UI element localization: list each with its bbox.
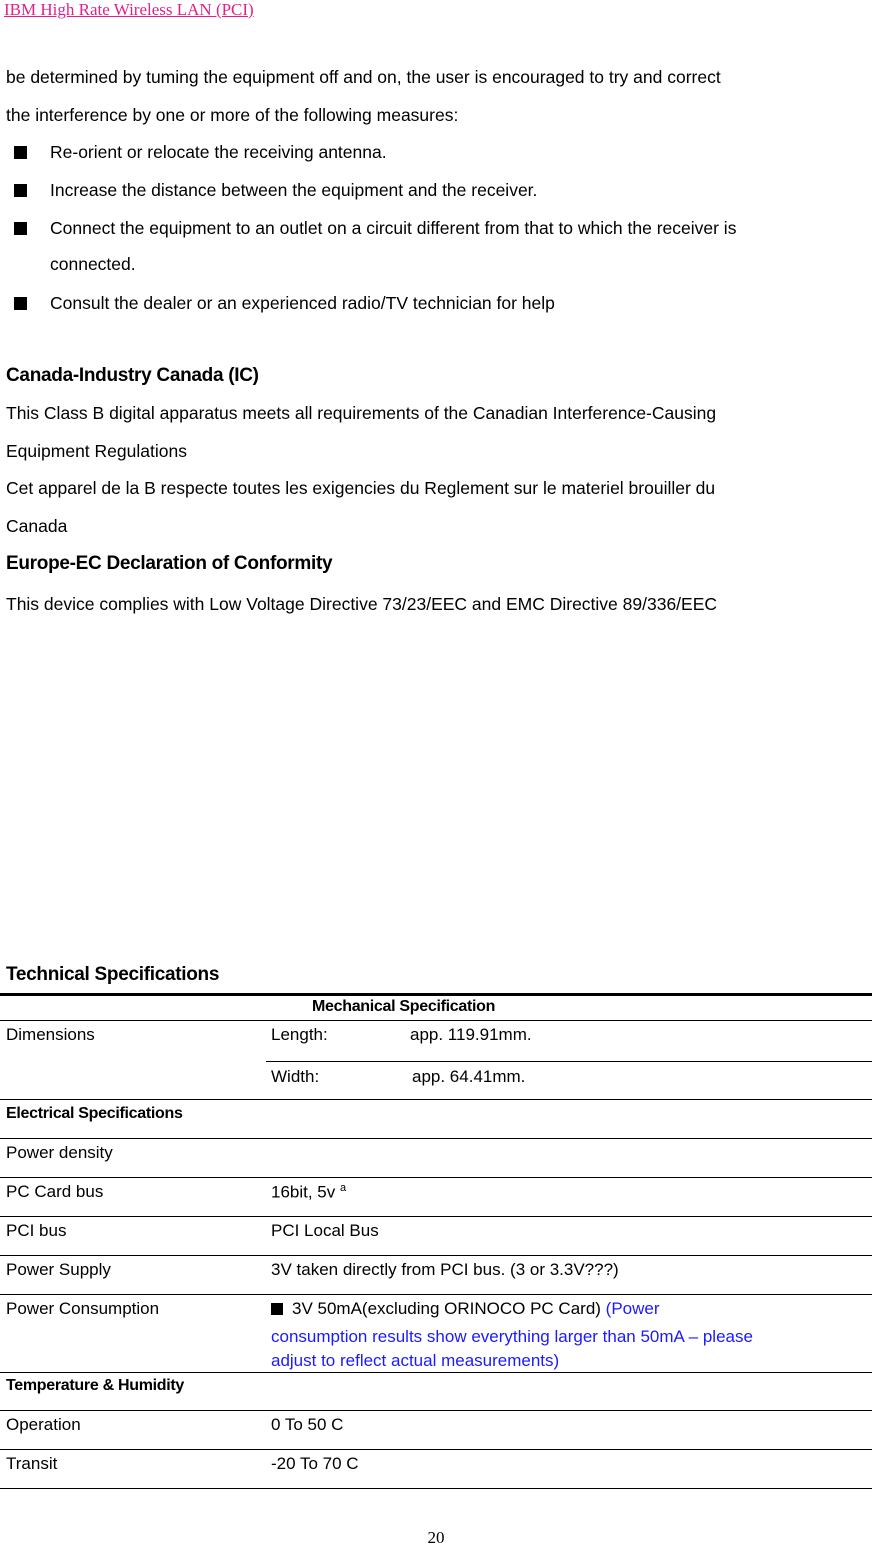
power-note-line-2: consumption results show everything larger than 50mA – please	[271, 1327, 753, 1346]
page-number: 20	[427, 1528, 445, 1547]
document-header: IBM High Rate Wireless LAN (PCI)	[4, 0, 254, 19]
electrical-heading: Electrical Specifications	[6, 1105, 183, 1122]
table-top-rule	[0, 993, 872, 996]
canada-heading: Canada-Industry Canada (IC)	[6, 365, 259, 386]
dimensions-label: Dimensions	[6, 1025, 95, 1044]
intro-line-2: the interference by one or more of the following measures:	[6, 105, 459, 125]
measure-item: Re-orient or relocate the receiving antenna.	[50, 142, 387, 162]
bullet-icon	[14, 184, 27, 197]
table-rule	[0, 1177, 872, 1178]
table-rule	[0, 1294, 872, 1295]
pc-card-bus-value: 16bit, 5v $^a$	[271, 1182, 347, 1202]
power-supply-label: Power Supply	[6, 1260, 111, 1279]
power-note-start: (Power	[605, 1299, 660, 1318]
table-bottom-rule	[0, 1488, 872, 1489]
operation-value: 0 To 50 C	[271, 1415, 344, 1434]
canada-english-line-1: This Class B digital apparatus meets all requirements of the Canadian Interference-Causing	[6, 403, 717, 423]
width-label: Width:	[271, 1067, 320, 1086]
pc-card-bus-label: PC Card bus	[6, 1182, 104, 1201]
pc-card-superscript: a	[340, 1182, 347, 1194]
width-value: app. 64.41mm.	[412, 1067, 526, 1086]
bullet-icon	[14, 222, 27, 235]
dimensions-inner-rule	[266, 1061, 872, 1062]
pci-bus-label: PCI bus	[6, 1221, 67, 1240]
technical-specifications-heading: Technical Specifications	[6, 964, 220, 985]
table-rule	[0, 1255, 872, 1256]
measure-item-continuation: connected.	[50, 254, 136, 274]
temperature-heading: Temperature & Humidity	[6, 1377, 185, 1394]
table-rule	[0, 1020, 872, 1021]
mechanical-heading: Mechanical Specification	[312, 998, 496, 1015]
measure-item: Consult the dealer or an experienced radio/TV technician for help	[50, 293, 555, 313]
measure-item: Connect the equipment to an outlet on a circuit different from that to which the receiver is	[50, 218, 737, 238]
intro-line-1: be determined by tuming the equipment off and on, the user is encouraged to try and correct	[6, 67, 721, 87]
bullet-icon	[14, 297, 27, 310]
transit-label: Transit	[6, 1454, 58, 1473]
power-consumption-label: Power Consumption	[6, 1299, 160, 1318]
canada-french-line-2: Canada	[6, 516, 68, 536]
canada-english-line-2: Equipment Regulations	[6, 441, 187, 461]
power-note-line-3: adjust to reflect actual measurements)	[271, 1351, 560, 1370]
table-rule	[0, 1216, 872, 1217]
measure-item: Increase the distance between the equipment and the receiver.	[50, 180, 538, 200]
power-supply-value: 3V taken directly from PCI bus. (3 or 3.3V???)	[271, 1260, 619, 1279]
power-consumption-value: 3V 50mA(excluding ORINOCO PC Card) (Power	[271, 1299, 660, 1319]
table-rule	[0, 1449, 872, 1450]
table-rule	[0, 1099, 872, 1100]
europe-heading: Europe-EC Declaration of Conformity	[6, 553, 333, 574]
pci-bus-value: PCI Local Bus	[271, 1221, 379, 1240]
canada-french-line-1: Cet apparel de la B respecte toutes les exigencies du Reglement sur le materiel brouiller du	[6, 478, 716, 498]
europe-text: This device complies with Low Voltage Directive 73/23/EEC and EMC Directive 89/336/EEC	[6, 594, 718, 614]
power-density-label: Power density	[6, 1143, 113, 1162]
table-rule	[0, 1372, 872, 1373]
transit-value: -20 To 70 C	[271, 1454, 359, 1473]
bullet-icon	[271, 1303, 283, 1315]
table-rule	[0, 1410, 872, 1411]
length-label: Length:	[271, 1025, 328, 1044]
bullet-icon	[14, 146, 27, 159]
operation-label: Operation	[6, 1415, 81, 1434]
table-rule	[0, 1138, 872, 1139]
length-value: app. 119.91mm.	[410, 1025, 532, 1044]
